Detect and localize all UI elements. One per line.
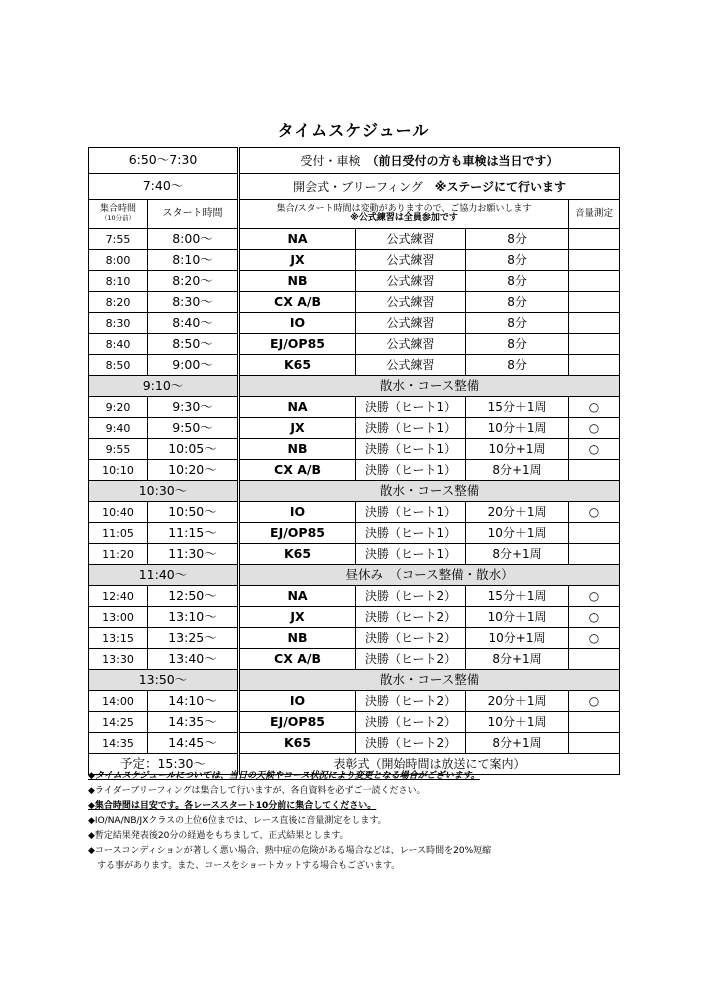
class-name: CX A/B xyxy=(239,649,356,670)
duration: 15分＋1周 xyxy=(466,586,569,607)
reception-desc: 受付・車検 （前日受付の方も車検は当日です） xyxy=(239,148,620,174)
schedule-row xyxy=(89,607,620,628)
start-time: 10:20〜 xyxy=(148,460,239,481)
volume-mark xyxy=(569,649,620,670)
award-row-time: 予定：15:30〜 xyxy=(89,754,239,775)
duration: 10分＋1周 xyxy=(466,523,569,544)
note-condition: ◆コースコンディションが著しく悪い場合、熱中症の危険がある場合などは、レース時間を20%短縮 xyxy=(88,846,492,856)
event-name: 決勝（ヒート2） xyxy=(356,691,466,712)
gather-time: 8:50 xyxy=(89,355,148,376)
break-row-2-desc: 散水・コース整備 xyxy=(239,481,620,502)
volume-mark: ○ xyxy=(569,607,620,628)
event-name: 決勝（ヒート2） xyxy=(356,607,466,628)
schedule-row xyxy=(89,586,620,607)
gather-time: 8:40 xyxy=(89,334,148,355)
class-name: IO xyxy=(239,502,356,523)
start-time: 8:20〜 xyxy=(148,271,239,292)
volume-mark xyxy=(569,334,620,355)
volume-mark xyxy=(569,250,620,271)
schedule-body xyxy=(89,148,620,775)
duration: 8分 xyxy=(466,271,569,292)
gather-time: 8:10 xyxy=(89,271,148,292)
note-briefing: ◆ライダーブリーフィングは集合して行いますが、各自資料を必ずご一読ください。 xyxy=(88,786,426,796)
gather-time: 14:35 xyxy=(89,733,148,754)
gather-time: 9:55 xyxy=(89,439,148,460)
lunch-row-time: 11:40〜 xyxy=(89,565,239,586)
page-title: タイムスケジュール xyxy=(277,121,430,140)
opening-desc: 開会式・ブリーフィング ※ステージにて行います xyxy=(239,174,620,200)
volume-mark: ○ xyxy=(569,628,620,649)
gather-time: 13:30 xyxy=(89,649,148,670)
schedule-row xyxy=(89,502,620,523)
start-time: 8:50〜 xyxy=(148,334,239,355)
event-name: 決勝（ヒート2） xyxy=(356,733,466,754)
event-name: 公式練習 xyxy=(356,229,466,250)
class-name: CX A/B xyxy=(239,292,356,313)
start-time: 14:35〜 xyxy=(148,712,239,733)
note-condition-cont: する事があります。また、コースをショートカットする場合もございます。 xyxy=(88,861,401,871)
start-time: 8:40〜 xyxy=(148,313,239,334)
class-name: IO xyxy=(239,313,356,334)
event-name: 決勝（ヒート1） xyxy=(356,439,466,460)
event-name: 公式練習 xyxy=(356,250,466,271)
schedule-row xyxy=(89,397,620,418)
event-name: 決勝（ヒート1） xyxy=(356,418,466,439)
schedule-row xyxy=(89,649,620,670)
note-results: ◆暫定結果発表後20分の経過をもちまして、正式結果とします。 xyxy=(88,831,349,841)
reception-row xyxy=(89,148,620,174)
volume-mark: ○ xyxy=(569,691,620,712)
duration: 15分＋1周 xyxy=(466,397,569,418)
schedule-row xyxy=(89,229,620,250)
gather-time: 13:00 xyxy=(89,607,148,628)
start-time: 10:50〜 xyxy=(148,502,239,523)
start-time: 9:00〜 xyxy=(148,355,239,376)
gather-time: 9:40 xyxy=(89,418,148,439)
duration: 8分 xyxy=(466,292,569,313)
class-name: NA xyxy=(239,397,356,418)
start-time: 14:10〜 xyxy=(148,691,239,712)
gather-time: 9:20 xyxy=(89,397,148,418)
event-name: 公式練習 xyxy=(356,271,466,292)
event-name: 決勝（ヒート1） xyxy=(356,523,466,544)
schedule-row xyxy=(89,355,620,376)
note-gather-time: ◆集合時間は目安です。各レーススタート10分前に集合してください。 xyxy=(88,801,377,811)
class-name: K65 xyxy=(239,733,356,754)
break-row-4-desc: 散水・コース整備 xyxy=(239,670,620,691)
start-time: 13:25〜 xyxy=(148,628,239,649)
duration: 8分+1周 xyxy=(466,649,569,670)
break-row-1-time: 9:10〜 xyxy=(89,376,239,397)
break-row-4 xyxy=(89,670,620,691)
start-time: 14:45〜 xyxy=(148,733,239,754)
schedule-row xyxy=(89,313,620,334)
schedule-row xyxy=(89,628,620,649)
schedule-row xyxy=(89,544,620,565)
break-row-1 xyxy=(89,376,620,397)
event-name: 決勝（ヒート1） xyxy=(356,502,466,523)
opening-time: 7:40〜 xyxy=(89,174,239,200)
duration: 8分+1周 xyxy=(466,544,569,565)
class-name: EJ/OP85 xyxy=(239,334,356,355)
class-name: NB xyxy=(239,439,356,460)
gather-time: 12:40 xyxy=(89,586,148,607)
break-row-2-time: 10:30〜 xyxy=(89,481,239,502)
note-weather: ◆タイムスケジュールについては、当日の天候やコース状況により変更となる場合がございます。 xyxy=(88,771,480,781)
volume-mark xyxy=(569,733,620,754)
event-name: 決勝（ヒート2） xyxy=(356,586,466,607)
volume-mark xyxy=(569,229,620,250)
event-name: 決勝（ヒート2） xyxy=(356,649,466,670)
gather-time: 13:15 xyxy=(89,628,148,649)
award-row-desc: 表彰式（開始時間は放送にて案内） xyxy=(239,754,620,775)
schedule-row xyxy=(89,250,620,271)
gather-time: 8:20 xyxy=(89,292,148,313)
reception-time: 6:50〜7:30 xyxy=(89,148,239,174)
duration: 8分+1周 xyxy=(466,460,569,481)
class-name: K65 xyxy=(239,544,356,565)
break-row-2 xyxy=(89,481,620,502)
duration: 8分 xyxy=(466,250,569,271)
duration: 8分+1周 xyxy=(466,733,569,754)
header-start: スタート時間 xyxy=(148,200,239,229)
gather-time: 10:10 xyxy=(89,460,148,481)
lunch-row xyxy=(89,565,620,586)
header-volume: 音量測定 xyxy=(569,200,620,229)
start-time: 11:15〜 xyxy=(148,523,239,544)
class-name: IO xyxy=(239,691,356,712)
gather-time: 11:05 xyxy=(89,523,148,544)
duration: 8分 xyxy=(466,229,569,250)
volume-mark xyxy=(569,460,620,481)
duration: 8分 xyxy=(466,313,569,334)
class-name: EJ/OP85 xyxy=(239,523,356,544)
schedule-row xyxy=(89,334,620,355)
opening-row xyxy=(89,174,620,200)
event-name: 公式練習 xyxy=(356,355,466,376)
gather-time: 8:00 xyxy=(89,250,148,271)
volume-mark: ○ xyxy=(569,397,620,418)
schedule-row xyxy=(89,523,620,544)
event-name: 決勝（ヒート2） xyxy=(356,712,466,733)
schedule-row xyxy=(89,460,620,481)
duration: 10分＋1周 xyxy=(466,712,569,733)
event-name: 決勝（ヒート1） xyxy=(356,460,466,481)
event-name: 決勝（ヒート1） xyxy=(356,544,466,565)
volume-mark xyxy=(569,523,620,544)
event-name: 決勝（ヒート1） xyxy=(356,397,466,418)
volume-mark xyxy=(569,712,620,733)
class-name: NB xyxy=(239,271,356,292)
event-name: 公式練習 xyxy=(356,334,466,355)
class-name: EJ/OP85 xyxy=(239,712,356,733)
start-time: 11:30〜 xyxy=(148,544,239,565)
notes-section xyxy=(88,769,628,874)
start-time: 8:00〜 xyxy=(148,229,239,250)
duration: 8分 xyxy=(466,334,569,355)
schedule-row xyxy=(89,733,620,754)
header-note: 集合/スタート時間は変動がありますので、ご協力お願いします ※公式練習は全員参加です xyxy=(239,200,569,229)
volume-mark xyxy=(569,313,620,334)
break-row-1-desc: 散水・コース整備 xyxy=(239,376,620,397)
volume-mark xyxy=(569,544,620,565)
start-time: 13:40〜 xyxy=(148,649,239,670)
schedule-row xyxy=(89,271,620,292)
volume-mark xyxy=(569,355,620,376)
schedule-row xyxy=(89,439,620,460)
class-name: JX xyxy=(239,250,356,271)
gather-time: 10:40 xyxy=(89,502,148,523)
gather-time: 14:00 xyxy=(89,691,148,712)
schedule-table xyxy=(88,147,620,775)
header-gather: 集合時間 （10分前） xyxy=(89,200,148,229)
note-volume-test: ◆IO/NA/NB/JXクラスの上位6位までは、レース直後に音量測定をします。 xyxy=(88,816,387,826)
volume-mark xyxy=(569,292,620,313)
class-name: NA xyxy=(239,229,356,250)
event-name: 公式練習 xyxy=(356,313,466,334)
gather-time: 7:55 xyxy=(89,229,148,250)
schedule-row xyxy=(89,292,620,313)
start-time: 9:30〜 xyxy=(148,397,239,418)
duration: 20分＋1周 xyxy=(466,691,569,712)
start-time: 12:50〜 xyxy=(148,586,239,607)
schedule-row xyxy=(89,691,620,712)
header-row xyxy=(89,200,620,229)
schedule-row xyxy=(89,418,620,439)
class-name: JX xyxy=(239,607,356,628)
volume-mark: ○ xyxy=(569,418,620,439)
start-time: 10:05〜 xyxy=(148,439,239,460)
volume-mark xyxy=(569,271,620,292)
duration: 8分 xyxy=(466,355,569,376)
duration: 10分+1周 xyxy=(466,628,569,649)
duration: 10分+1周 xyxy=(466,439,569,460)
start-time: 13:10〜 xyxy=(148,607,239,628)
volume-mark: ○ xyxy=(569,439,620,460)
volume-mark: ○ xyxy=(569,586,620,607)
break-row-4-time: 13:50〜 xyxy=(89,670,239,691)
duration: 20分＋1周 xyxy=(466,502,569,523)
start-time: 8:30〜 xyxy=(148,292,239,313)
class-name: NA xyxy=(239,586,356,607)
class-name: K65 xyxy=(239,355,356,376)
start-time: 9:50〜 xyxy=(148,418,239,439)
schedule-row xyxy=(89,712,620,733)
gather-time: 8:30 xyxy=(89,313,148,334)
start-time: 8:10〜 xyxy=(148,250,239,271)
gather-time: 14:25 xyxy=(89,712,148,733)
class-name: NB xyxy=(239,628,356,649)
class-name: JX xyxy=(239,418,356,439)
class-name: CX A/B xyxy=(239,460,356,481)
volume-mark: ○ xyxy=(569,502,620,523)
duration: 10分＋1周 xyxy=(466,418,569,439)
gather-time: 11:20 xyxy=(89,544,148,565)
event-name: 公式練習 xyxy=(356,292,466,313)
event-name: 決勝（ヒート2） xyxy=(356,628,466,649)
lunch-row-desc: 昼休み （コース整備・散水） xyxy=(239,565,620,586)
duration: 10分＋1周 xyxy=(466,607,569,628)
